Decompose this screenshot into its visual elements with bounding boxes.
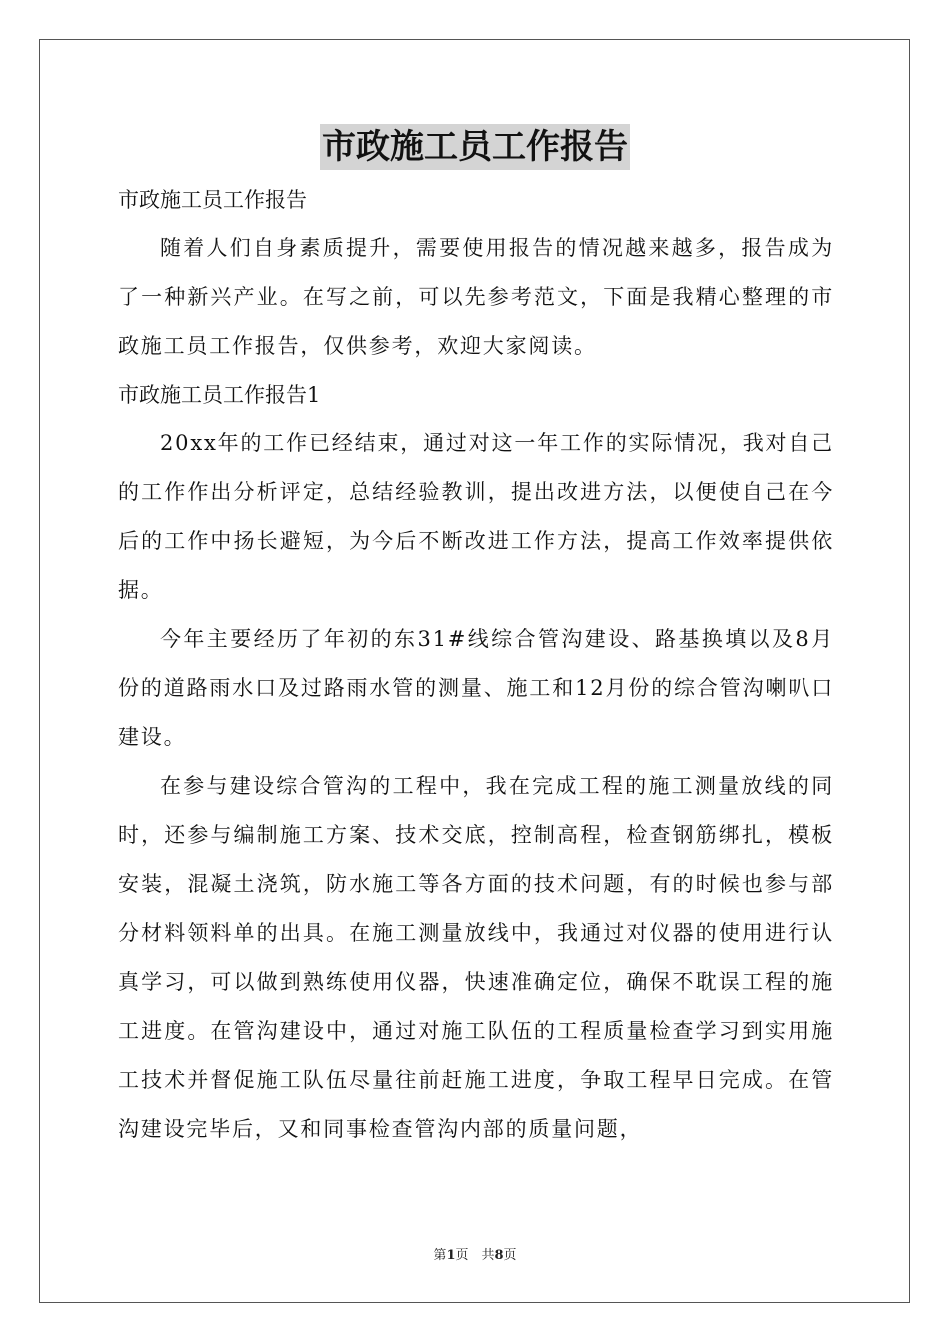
footer-page-mid: 页 共	[455, 1248, 495, 1263]
document-body	[118, 176, 834, 1154]
footer-page-suffix: 页	[503, 1248, 517, 1263]
title-container	[0, 124, 950, 170]
body-paragraph-2: 今年主要经历了年初的东31#线综合管沟建设、路基换填以及8月份的道路雨水口及过路雨水管的测量、施工和12月份的综合管沟喇叭口建设。	[118, 627, 834, 749]
footer-page-total: 8	[494, 1248, 504, 1263]
footer-page-current: 1	[446, 1248, 456, 1263]
intro-paragraph: 随着人们自身素质提升，需要使用报告的情况越来越多，报告成为了一种新兴产业。在写之前，可以先参考范文，下面是我精心整理的市政施工员工作报告，仅供参考，欢迎大家阅读。	[118, 236, 834, 358]
section-heading: 市政施工员工作报告1	[118, 383, 321, 407]
body-paragraph-3: 在参与建设综合管沟的工程中，我在完成工程的施工测量放线的同时，还参与编制施工方案、技术交底，控制高程，检查钢筋绑扎，模板安装，混凝土浇筑，防水施工等各方面的技术问题，有的时候也参与部分材料领料单的出具。在施工测量放线中，我通过对仪器的使用进行认真学习，可以做到熟练使用仪器，快速准确定位，确保不耽误工程的施工进度。在管沟建设中，通过对施工队伍的工程质量检查学习到实用施工技术并督促施工队伍尽量往前赶施工进度，争取工程早日完成。在管沟建设完毕后，又和同事检查管沟内部的质量问题，	[118, 774, 834, 1141]
footer-page-prefix: 第	[433, 1248, 447, 1263]
document-title: 市政施工员工作报告	[320, 124, 630, 170]
page-footer	[0, 1244, 950, 1263]
subtitle-line: 市政施工员工作报告	[118, 188, 307, 212]
body-paragraph-1: 20xx年的工作已经结束，通过对这一年工作的实际情况，我对自己的工作作出分析评定，总结经验教训，提出改进方法，以便使自己在今后的工作中扬长避短，为今后不断改进工作方法，提高工作效率提供依据。	[118, 431, 834, 602]
